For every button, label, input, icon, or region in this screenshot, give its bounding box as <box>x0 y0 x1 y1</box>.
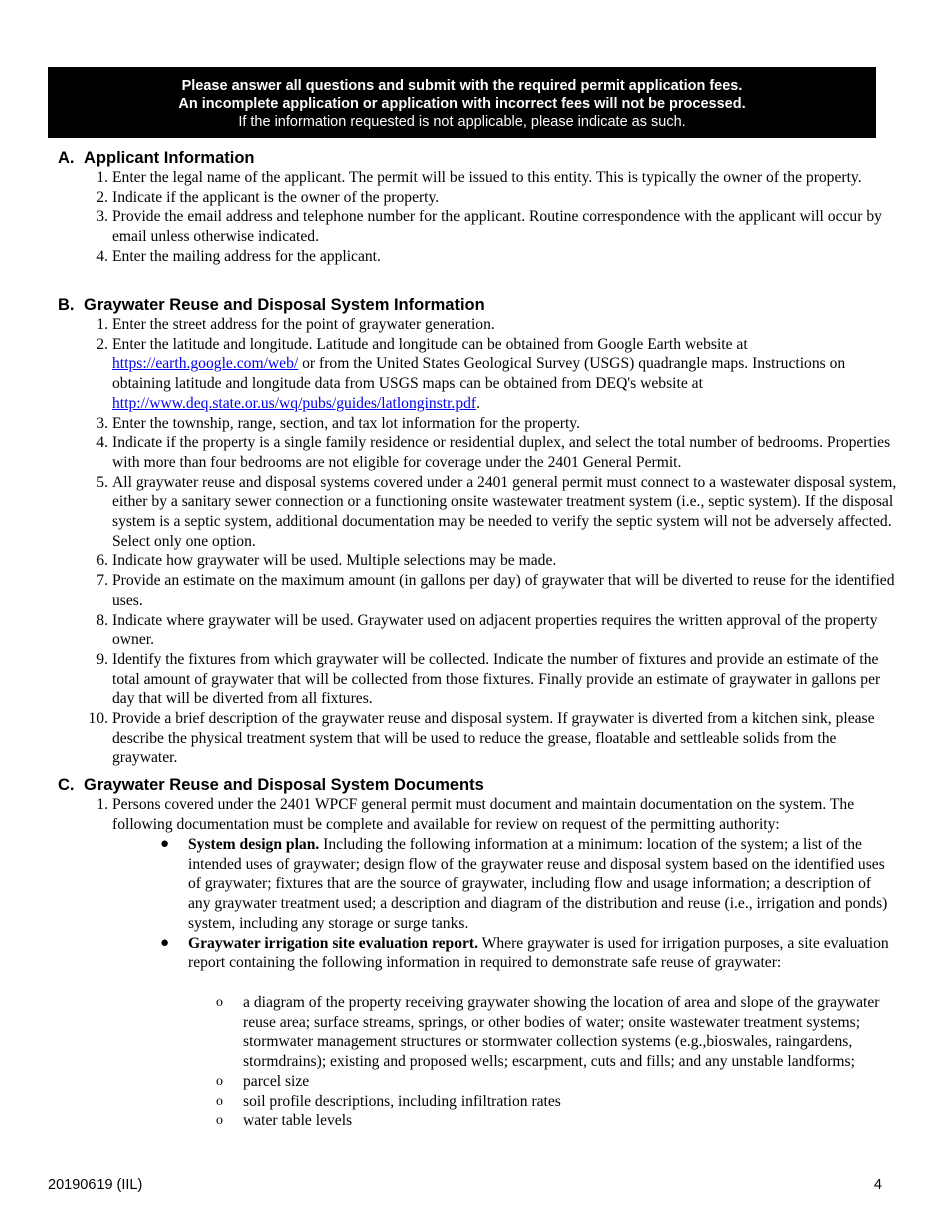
item-text: Indicate if the property is a single family residence or residential duplex, and select the total number of bedrooms. Properties with more than four bedrooms are not eligible for coverage under the 2401 General Permit. <box>112 434 891 471</box>
item-number: 1. <box>96 796 108 813</box>
documentation-bullets <box>160 835 895 973</box>
list-item <box>216 1111 891 1131</box>
section-b-list <box>80 315 900 768</box>
item-number: 1. <box>96 316 108 333</box>
item-number: 2. <box>96 188 108 206</box>
bullet-heading: System design plan. <box>188 836 320 853</box>
item-number: 4. <box>96 434 108 452</box>
footer-page-number: 4 <box>873 1177 882 1193</box>
subitem-text: a diagram of the property receiving graywater showing the location of area and slope of the graywater reuse area; surface streams, springs, or other bodies of water; onsite wastewater treatment systems; stormwater management structures or stormwater collection systems (e.g.,bioswales, raingardens, stormdrains); existing and proposed wells; escarpment, cuts and fills; and any unstable landforms; <box>243 994 880 1071</box>
item-text: Provide an estimate on the maximum amount (in gallons per day) of graywater that will be diverted to reuse for the identified uses. <box>112 572 895 609</box>
circle-bullet-icon: o <box>216 1073 223 1089</box>
section-c-list <box>80 795 900 834</box>
banner-line-1: Please answer all questions and submit with the required permit application fees. <box>181 78 743 94</box>
item-text: Enter the township, range, section, and tax lot information for the property. <box>112 414 580 432</box>
list-item <box>80 709 900 768</box>
footer-form-code: 20190619 (IIL) <box>48 1177 143 1193</box>
list-item <box>80 335 900 414</box>
subitem-text: parcel size <box>243 1072 310 1090</box>
circle-bullet-icon: o <box>216 995 223 1010</box>
item-text: or from the United States Geological Survey (USGS) quadrangle maps. Instructions on obtaining latitude and longitude data from USGS maps can be obtained from DEQ's website at <box>112 355 846 393</box>
item-number: 2. <box>96 335 108 353</box>
google-earth-link[interactable]: https://earth.google.com/web/ <box>112 355 299 373</box>
section-a-title: Applicant Information <box>84 149 255 167</box>
section-c-letter: C. <box>58 776 75 794</box>
item-text: Indicate how graywater will be used. Multiple selections may be made. <box>112 552 557 570</box>
list-item <box>80 473 900 552</box>
bullet-text: Including the following information at a minimum: location of the system; a list of the intended uses of graywater; design flow of the graywater reuse and disposal system based on the identified uses of graywater; fixtures that are the source of graywater, including flow and usage information; a description of any graywater treatment used; a description and diagram of the distribution and reuse (i.e., irrigation and ponds) system, including any storage or surge tanks. <box>188 836 888 932</box>
section-b-title: Graywater Reuse and Disposal System Information <box>84 296 485 314</box>
bullet-heading: Graywater irrigation site evaluation report. <box>188 934 479 952</box>
list-item <box>80 571 900 610</box>
subitem-text: water table levels <box>243 1112 353 1130</box>
item-text: Persons covered under the 2401 WPCF general permit must document and maintain documentation on the system. The following documentation must be complete and available for review on request of the permitting authority: <box>112 796 855 833</box>
circle-bullet-icon: o <box>216 1093 223 1109</box>
site-evaluation-subitems <box>216 993 891 1131</box>
banner-line-3: If the information requested is not applicable, please indicate as such. <box>238 114 686 130</box>
item-text: All graywater reuse and disposal systems covered under a 2401 general permit must connect to a wastewater disposal system, either by a sanitary sewer connection or a functioning onsite wastewater treatment system (i.e., septic system). If the disposal system is a septic system, additional documentation may be needed to verify the septic system will not be adversely affected. Select only one option. <box>112 473 897 550</box>
section-b-letter: B. <box>58 296 75 314</box>
list-item <box>216 1072 891 1092</box>
item-text: Indicate if the applicant is the owner of the property. <box>112 188 440 206</box>
banner-line-2: An incomplete application or application with incorrect fees will not be processed. <box>178 96 746 112</box>
item-text: Indicate where graywater will be used. Graywater used on adjacent properties requires the written approval of the property owner. <box>112 611 878 649</box>
subitem-text: soil profile descriptions, including infiltration rates <box>243 1092 561 1110</box>
item-text: Enter the legal name of the applicant. The permit will be issued to this entity. This is typically the owner of the property. <box>112 169 862 186</box>
list-item <box>80 650 900 709</box>
item-number: 9. <box>96 650 108 668</box>
deq-latlong-link[interactable]: http://www.deq.state.or.us/wq/pubs/guides/latlonginstr.pdf <box>112 394 477 412</box>
item-text: Enter the latitude and longitude. Latitude and longitude can be obtained from Google Earth website at <box>112 335 748 353</box>
list-item <box>80 414 900 434</box>
list-item <box>216 993 891 1072</box>
section-b-heading <box>58 295 485 315</box>
list-item <box>80 168 900 188</box>
list-item <box>80 207 900 246</box>
list-item <box>80 247 900 267</box>
circle-bullet-icon: o <box>216 1113 223 1129</box>
item-text: Enter the mailing address for the applicant. <box>112 247 381 265</box>
bullet-icon: ● <box>160 934 170 951</box>
section-c-heading <box>58 775 484 795</box>
item-text: . <box>476 394 481 412</box>
item-number: 5. <box>96 473 108 491</box>
item-text: Provide the email address and telephone number for the applicant. Routine correspondence with the applicant will occur by email unless otherwise indicated. <box>112 208 882 246</box>
list-item <box>80 795 900 834</box>
section-a-list <box>80 168 900 267</box>
instructions-banner <box>48 67 876 138</box>
list-item <box>216 1092 891 1112</box>
item-number: 3. <box>96 208 108 226</box>
item-number: 10. <box>88 710 108 728</box>
item-text: Identify the fixtures from which graywater will be collected. Indicate the number of fixtures and provide an estimate of the total amount of graywater that will be collected from those fixtures. Finally provide an estimate of graywater in gallons per day that will be diverted from all fixtures. <box>112 650 881 708</box>
list-item <box>160 934 895 973</box>
item-number: 7. <box>96 572 108 590</box>
list-item <box>80 188 900 208</box>
bullet-icon: ● <box>160 836 170 852</box>
item-text: Enter the street address for the point of graywater generation. <box>112 316 495 333</box>
item-number: 8. <box>96 611 108 629</box>
section-a-letter: A. <box>58 149 75 167</box>
item-number: 1. <box>96 169 108 186</box>
list-item <box>160 835 895 934</box>
list-item <box>80 315 900 335</box>
list-item <box>80 433 900 472</box>
item-text: Provide a brief description of the graywater reuse and disposal system. If graywater is diverted from a kitchen sink, please describe the physical treatment system that will be used to reduce the grease, floatable and settleable solids from the graywater. <box>112 710 875 767</box>
bullet-text: Where graywater is used for irrigation purposes, a site evaluation report containing the following information in required to demonstrate safe reuse of graywater: <box>188 934 889 972</box>
item-number: 3. <box>96 414 108 432</box>
section-c-title: Graywater Reuse and Disposal System Documents <box>84 776 484 794</box>
list-item <box>80 611 900 650</box>
list-item <box>80 551 900 571</box>
item-number: 6. <box>96 552 108 570</box>
section-a-heading <box>58 148 255 168</box>
item-number: 4. <box>96 247 108 265</box>
